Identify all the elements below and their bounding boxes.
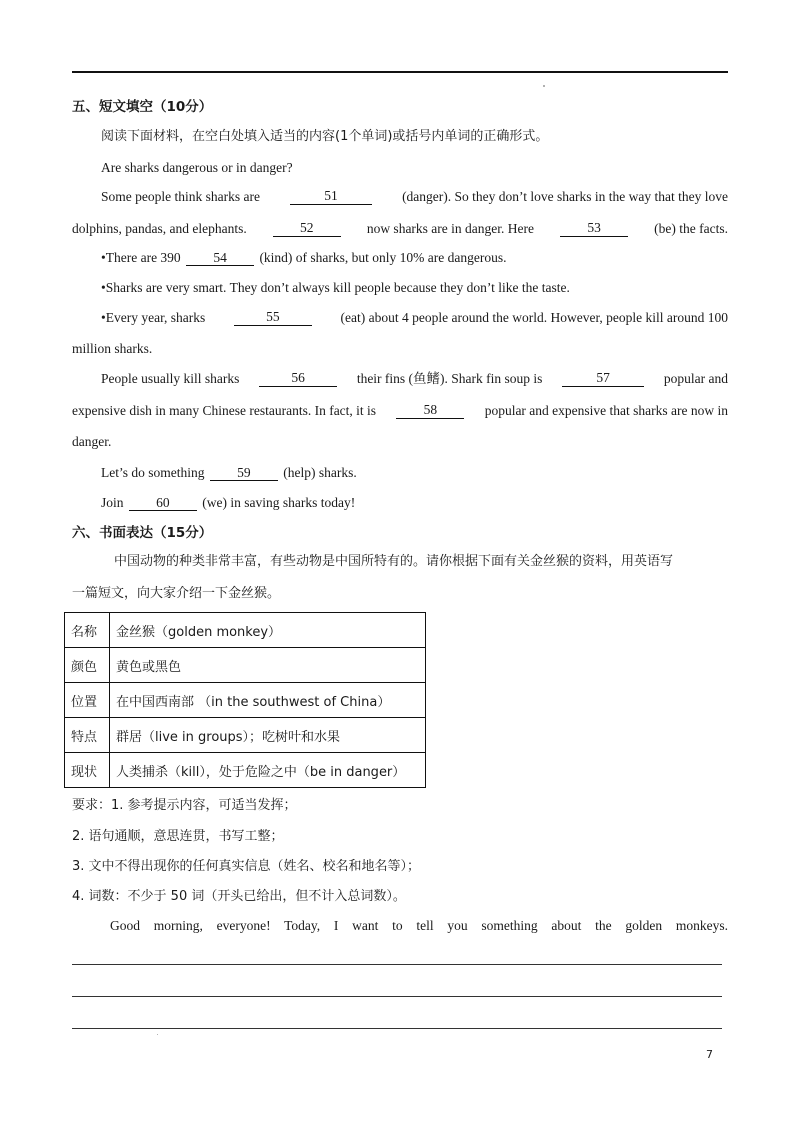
table-row: [65, 718, 426, 753]
passage-line: [101, 465, 357, 481]
table-key: 现状: [65, 753, 110, 788]
writing-line[interactable]: [72, 996, 722, 997]
writing-line[interactable]: [72, 1028, 722, 1029]
section5-heading: 五、短文填空（10分）: [72, 99, 213, 115]
table-value: 黄色或黑色: [110, 648, 426, 683]
passage-line: [101, 495, 355, 511]
passage-line: [101, 189, 728, 205]
passage-text: •There are 390: [101, 250, 181, 265]
section6-heading: 六、书面表达（15分）: [72, 525, 213, 541]
blank-52[interactable]: 52: [273, 221, 341, 237]
table-row: [65, 648, 426, 683]
passage-text: •Every year, sharks: [101, 310, 206, 325]
golden-monkey-info-table: [64, 612, 426, 788]
table-value: 人类捕杀（kill），处于危险之中（be in danger）: [110, 753, 426, 788]
table-key: 特点: [65, 718, 110, 753]
requirement-item: 4. 词数：不少于 50 词（开头已给出，但不计入总词数）。: [72, 889, 406, 904]
passage-text: (kind) of sharks, but only 10% are dangerous.: [259, 250, 507, 265]
table-key: 颜色: [65, 648, 110, 683]
passage-line: [101, 310, 728, 326]
blank-53[interactable]: 53: [560, 221, 628, 237]
passage-line: [101, 250, 507, 266]
passage-text: (we) in saving sharks today!: [202, 495, 356, 510]
table-row: [65, 613, 426, 648]
page-number: 7: [706, 1048, 713, 1061]
requirement-item: 3. 文中不得出现你的任何真实信息（姓名、校名和地名等）；: [72, 859, 421, 874]
section6-intro: 一篇短文，向大家介绍一下金丝猴。: [72, 586, 281, 601]
passage-text: (be) the facts.: [654, 221, 728, 236]
passage-line: [101, 371, 728, 387]
writing-line[interactable]: [72, 964, 722, 965]
table-value: 金丝猴（golden monkey）: [110, 613, 426, 648]
section5-instruction: 阅读下面材料，在空白处填入适当的内容(1个单词)或括号内单词的正确形式。: [101, 129, 549, 144]
blank-60[interactable]: 60: [129, 496, 197, 511]
blank-51[interactable]: 51: [290, 189, 372, 205]
table-key: 名称: [65, 613, 110, 648]
passage-line: •Sharks are very smart. They don’t always kill people because they don’t like the taste.: [101, 280, 570, 295]
blank-54[interactable]: 54: [186, 251, 254, 266]
table-key: 位置: [65, 683, 110, 718]
blank-56[interactable]: 56: [259, 371, 337, 387]
table-value: 群居（live in groups）；吃树叶和水果: [110, 718, 426, 753]
passage-text: Some people think sharks are: [101, 189, 260, 204]
passage-text: popular and: [663, 371, 728, 386]
table-row: [65, 753, 426, 788]
blank-57[interactable]: 57: [562, 371, 644, 387]
passage-title: Are sharks dangerous or in danger?: [101, 160, 293, 175]
passage-text: People usually kill sharks: [101, 371, 240, 386]
section6-intro: 中国动物的种类非常丰富，有些动物是中国所特有的。请你根据下面有关金丝猴的资料，用英语写: [114, 554, 674, 569]
passage-line: million sharks.: [72, 341, 153, 356]
passage-line: [72, 403, 728, 419]
scan-dot: [157, 1034, 158, 1035]
table-row: [65, 683, 426, 718]
passage-text: (danger). So they don’t love sharks in the way that they love: [402, 189, 728, 204]
passage-text: (eat) about 4 people around the world. However, people kill around 100: [340, 310, 728, 325]
passage-text: dolphins, pandas, and elephants.: [72, 221, 247, 236]
passage-text: (help) sharks.: [283, 465, 357, 480]
passage-text: their fins (鱼鳍). Shark fin soup is: [356, 371, 543, 386]
passage-text: now sharks are in danger. Here: [366, 221, 535, 236]
blank-58[interactable]: 58: [396, 403, 464, 419]
requirement-item: 2. 语句通顺，意思连贯，书写工整；: [72, 829, 284, 844]
requirement-item: 要求：1. 参考提示内容，可适当发挥；: [72, 798, 297, 813]
blank-55[interactable]: 55: [234, 310, 312, 326]
blank-59[interactable]: 59: [210, 466, 278, 481]
passage-text: popular and expensive that sharks are now in: [484, 403, 728, 418]
scan-dot: [543, 85, 545, 87]
passage-text: expensive dish in many Chinese restaurants. In fact, it is: [72, 403, 377, 418]
passage-line: [72, 221, 728, 237]
table-value: 在中国西南部 （in the southwest of China）: [110, 683, 426, 718]
passage-line: danger.: [72, 434, 112, 449]
top-rule: [72, 71, 728, 73]
passage-text: Join: [101, 495, 124, 510]
essay-opening: Good morning, everyone! Today, I want to tell you something about the golden monkeys.: [110, 918, 728, 933]
passage-text: Let’s do something: [101, 465, 205, 480]
